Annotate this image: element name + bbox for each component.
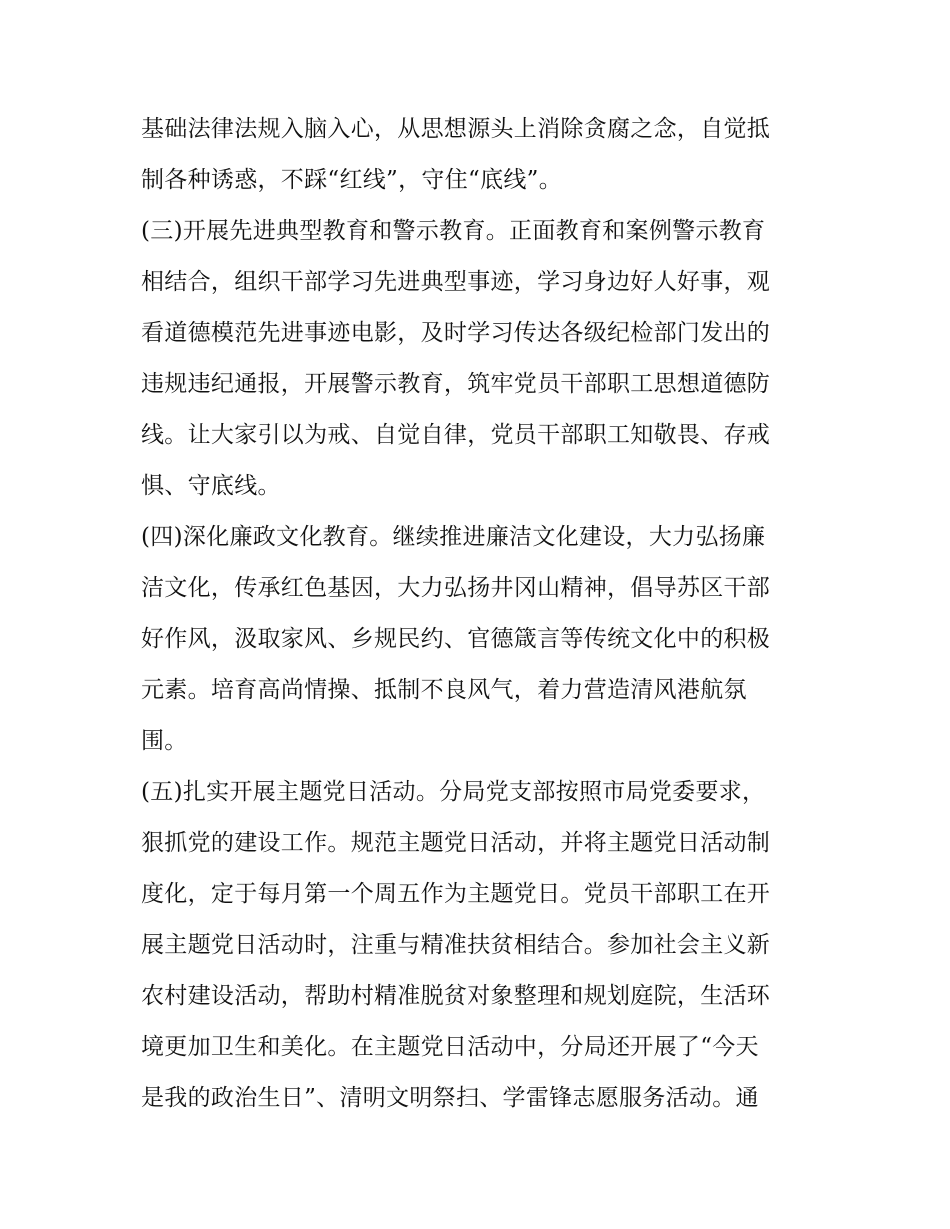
text-line: 农村建设活动，帮助村精准脱贫对象整理和规划庭院，生活环 xyxy=(141,983,771,1009)
text-line: 相结合，组织干部学习先进典型事迹，学习身边好人好事，观 xyxy=(141,269,771,295)
text-line: 违规违纪通报，开展警示教育，筑牢党员干部职工思想道德防 xyxy=(141,371,771,397)
text-line: 洁文化，传承红色基因，大力弘扬井冈山精神，倡导苏区干部 xyxy=(141,575,771,601)
text-line: 好作风，汲取家风、乡规民约、官德箴言等传统文化中的积极 xyxy=(141,626,771,652)
text-line: 是我的政治生日”、清明文明祭扫、学雷锋志愿服务活动。通 xyxy=(141,1085,759,1111)
section-heading-line: (三)开展先进典型教育和警示教育。正面教育和案例警示教育 xyxy=(141,218,766,244)
text-line: 基础法律法规入脑入心，从思想源头上消除贪腐之念，自觉抵 xyxy=(141,116,771,142)
text-line: 线。让大家引以为戒、自觉自律，党员干部职工知敬畏、存戒 xyxy=(141,422,771,448)
text-line: 围。 xyxy=(141,728,188,754)
section-heading-line: (四)深化廉政文化教育。继续推进廉洁文化建设，大力弘扬廉 xyxy=(141,524,766,550)
text-line: 制各种诱惑，不踩“红线”，守住“底线”。 xyxy=(141,167,563,193)
text-line: 展主题党日活动时，注重与精准扶贫相结合。参加社会主义新 xyxy=(141,932,771,958)
text-line: 境更加卫生和美化。在主题党日活动中，分局还开展了“今天 xyxy=(141,1034,759,1060)
text-line: 看道德模范先进事迹电影，及时学习传达各级纪检部门发出的 xyxy=(141,320,771,346)
text-line: 元素。培育高尚情操、抵制不良风气，着力营造清风港航氛 xyxy=(141,677,747,703)
document-body xyxy=(141,104,821,1124)
text-line: 狠抓党的建设工作。规范主题党日活动，并将主题党日活动制 xyxy=(141,830,771,856)
text-line: 惧、守底线。 xyxy=(141,473,281,499)
section-heading-line: (五)扎实开展主题党日活动。分局党支部按照市局党委要求， xyxy=(141,779,766,805)
text-line: 度化，定于每月第一个周五作为主题党日。党员干部职工在开 xyxy=(141,881,771,907)
